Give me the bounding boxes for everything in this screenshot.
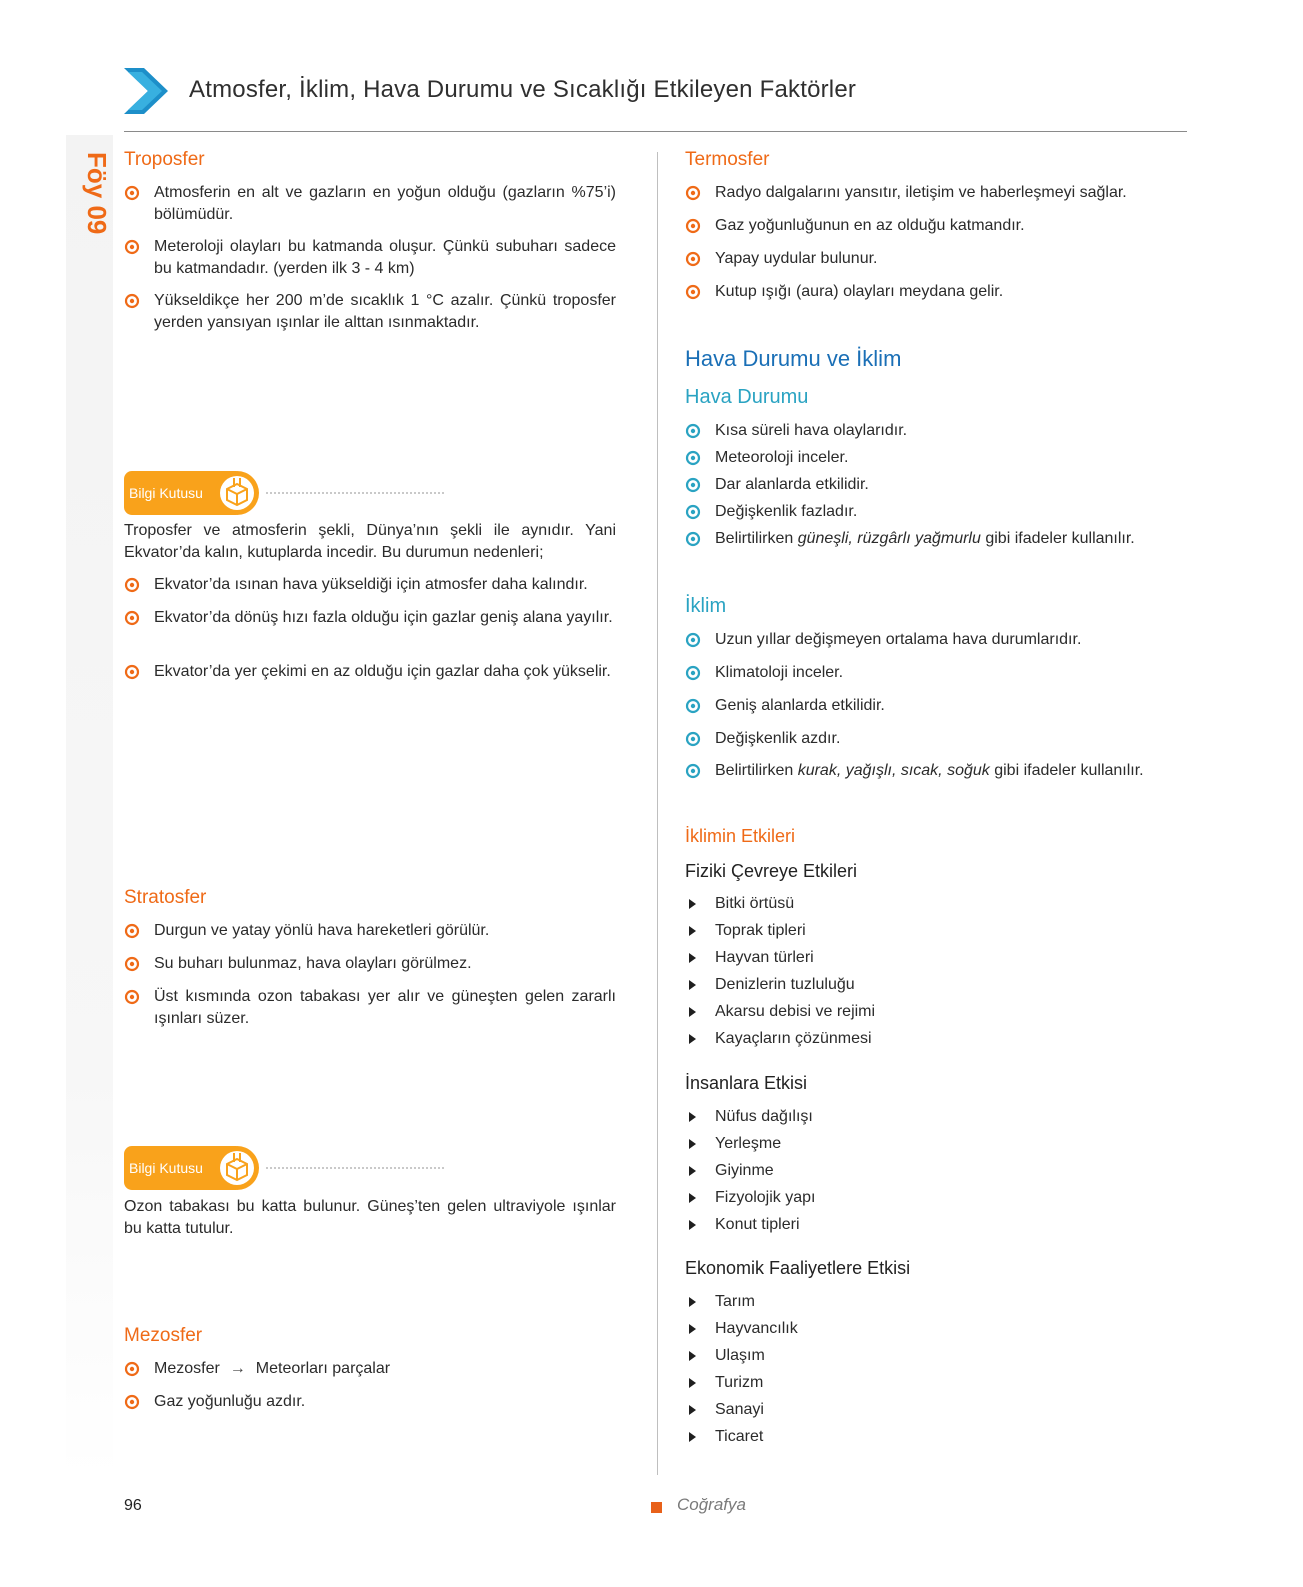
footer-square-icon	[651, 1502, 662, 1513]
info-box-label: Bilgi Kutusu	[129, 485, 203, 501]
triangle-bullet-icon	[689, 1324, 696, 1334]
iklim-etkileri-heading: İklimin Etkileri	[685, 826, 796, 846]
bullet-ring-icon	[685, 698, 701, 714]
fiziki-item-5: Akarsu debisi ve rejimi	[685, 1001, 1187, 1023]
page-number: 96	[124, 1497, 142, 1514]
insan-item-2: Yerleşme	[685, 1133, 1187, 1155]
info-box-header-2	[124, 1145, 454, 1195]
fiziki-item-3: Hayvan türleri	[685, 947, 1187, 969]
column-divider	[657, 152, 658, 1475]
fiziki-item-4: Denizlerin tuzluluğu	[685, 974, 1187, 996]
bullet-ring-icon	[685, 531, 701, 547]
hava-item-2: Meteoroloji inceler.	[685, 447, 1187, 469]
bullet-ring-icon	[685, 477, 701, 493]
iklim-heading: İklim	[685, 595, 727, 617]
termosfer-item-3: Yapay uydular bulunur.	[685, 248, 1187, 270]
book-title: Coğrafya	[677, 1495, 746, 1514]
triangle-bullet-icon	[689, 1297, 696, 1307]
triangle-bullet-icon	[689, 1193, 696, 1203]
chevron-icon	[124, 68, 168, 114]
troposfer-item-2: Meteroloji olayları bu katmanda oluşur. Çünkü subuharı sadece bu katmandadır. (yerden ilk 3 - 4 km)	[124, 236, 616, 280]
stratosfer-item-3: Üst kısmında ozon tabakası yer alır ve güneşten gelen zararlı ışınları süzer.	[124, 986, 616, 1030]
triangle-bullet-icon	[689, 953, 696, 963]
bullet-ring-icon	[124, 923, 140, 939]
hava-item-5: Belirtilirken güneşli, rüzgârlı yağmurlu gibi ifadeler kullanılır.	[685, 528, 1187, 550]
iklim-item-2: Klimatoloji inceler.	[685, 662, 1187, 684]
triangle-bullet-icon	[689, 1166, 696, 1176]
dotted-line	[266, 1167, 444, 1169]
svg-text:Föy 09: Föy 09	[82, 152, 112, 235]
bullet-ring-icon	[685, 731, 701, 747]
bullet-ring-icon	[685, 185, 701, 201]
triangle-bullet-icon	[689, 1432, 696, 1442]
info-box-text-2: Ozon tabakası bu katta bulunur. Güneş’ten gelen ultraviyole ışınlar bu katta tutulur.	[124, 1198, 616, 1237]
triangle-bullet-icon	[689, 1220, 696, 1230]
bullet-ring-icon	[685, 423, 701, 439]
ekonomik-heading: Ekonomik Faaliyetlere Etkisi	[685, 1258, 911, 1278]
info-item-2: Ekvator’da dönüş hızı fazla olduğu için gazlar geniş alana yayılır.	[124, 607, 616, 629]
ekonomik-item-6: Ticaret	[685, 1426, 1187, 1448]
hava-durumu-heading: Hava Durumu	[685, 386, 809, 408]
box-icon	[214, 470, 260, 516]
bullet-ring-icon	[124, 1361, 140, 1377]
bullet-ring-icon	[685, 504, 701, 520]
bullet-ring-icon	[685, 763, 701, 779]
section-tab-label	[68, 150, 112, 260]
triangle-bullet-icon	[689, 1405, 696, 1415]
troposfer-item-3: Yükseldikçe her 200 m’de sıcaklık 1 °C azalır. Çünkü troposfer yerden yansıyan ışınlar ile alttan ısınmaktadır.	[124, 290, 616, 334]
troposfer-heading: Troposfer	[124, 149, 205, 170]
header-divider	[124, 131, 1187, 132]
termosfer-item-2: Gaz yoğunluğunun en az olduğu katmandır.	[685, 215, 1187, 237]
ekonomik-item-2: Hayvancılık	[685, 1318, 1187, 1340]
triangle-bullet-icon	[689, 926, 696, 936]
bullet-ring-icon	[124, 577, 140, 593]
insan-heading: İnsanlara Etkisi	[685, 1073, 808, 1093]
triangle-bullet-icon	[689, 1112, 696, 1122]
bullet-ring-icon	[685, 251, 701, 267]
bullet-ring-icon	[124, 664, 140, 680]
termosfer-item-1: Radyo dalgalarını yansıtır, iletişim ve haberleşmeyi sağlar.	[685, 182, 1187, 204]
ekonomik-item-3: Ulaşım	[685, 1345, 1187, 1367]
fiziki-item-6: Kayaçların çözünmesi	[685, 1028, 1187, 1050]
stratosfer-heading: Stratosfer	[124, 887, 207, 908]
triangle-bullet-icon	[689, 899, 696, 909]
bullet-ring-icon	[124, 610, 140, 626]
stratosfer-item-1: Durgun ve yatay yönlü hava hareketleri görülür.	[124, 920, 616, 942]
ekonomik-item-4: Turizm	[685, 1372, 1187, 1394]
insan-item-4: Fizyolojik yapı	[685, 1187, 1187, 1209]
hava-item-3: Dar alanlarda etkilidir.	[685, 474, 1187, 496]
mezosfer-heading: Mezosfer	[124, 1325, 203, 1346]
stratosfer-item-2: Su buharı bulunmaz, hava olayları görülmez.	[124, 953, 616, 975]
triangle-bullet-icon	[689, 980, 696, 990]
triangle-bullet-icon	[689, 1351, 696, 1361]
fiziki-heading: Fiziki Çevreye Etkileri	[685, 861, 858, 881]
mezosfer-item-1: Mezosfer → Meteorları parçalar	[124, 1358, 616, 1380]
termosfer-item-4: Kutup ışığı (aura) olayları meydana gelir.	[685, 281, 1187, 303]
bullet-ring-icon	[124, 239, 140, 255]
insan-item-3: Giyinme	[685, 1160, 1187, 1182]
bullet-ring-icon	[124, 1394, 140, 1410]
ekonomik-item-1: Tarım	[685, 1291, 1187, 1313]
info-box-header	[124, 470, 454, 520]
fiziki-item-1: Bitki örtüsü	[685, 893, 1187, 915]
insan-item-1: Nüfus dağılışı	[685, 1106, 1187, 1128]
side-band	[66, 135, 113, 1480]
section-heading: Hava Durumu ve İklim	[685, 346, 902, 371]
info-item-3: Ekvator’da yer çekimi en az olduğu için gazlar daha çok yükselir.	[124, 661, 616, 683]
hava-item-1: Kısa süreli hava olaylarıdır.	[685, 420, 1187, 442]
insan-item-5: Konut tipleri	[685, 1214, 1187, 1236]
iklim-item-4: Değişkenlik azdır.	[685, 728, 1187, 750]
info-item-1: Ekvator’da ısınan hava yükseldiği için atmosfer daha kalındır.	[124, 574, 616, 596]
bullet-ring-icon	[124, 989, 140, 1005]
bullet-ring-icon	[124, 956, 140, 972]
box-icon	[214, 1145, 260, 1191]
termosfer-heading: Termosfer	[685, 149, 770, 170]
triangle-bullet-icon	[689, 1034, 696, 1044]
mezosfer-item-2: Gaz yoğunluğu azdır.	[124, 1391, 616, 1413]
triangle-bullet-icon	[689, 1007, 696, 1017]
bullet-ring-icon	[685, 284, 701, 300]
page-title: Atmosfer, İklim, Hava Durumu ve Sıcaklığı Etkileyen Faktörler	[189, 76, 857, 103]
triangle-bullet-icon	[689, 1139, 696, 1149]
arrow-right-icon: →	[229, 1360, 246, 1377]
info-box-label: Bilgi Kutusu	[129, 1160, 203, 1176]
bullet-ring-icon	[685, 218, 701, 234]
bullet-ring-icon	[685, 450, 701, 466]
hava-item-4: Değişkenlik fazladır.	[685, 501, 1187, 523]
triangle-bullet-icon	[689, 1378, 696, 1388]
ekonomik-item-5: Sanayi	[685, 1399, 1187, 1421]
bullet-ring-icon	[124, 293, 140, 309]
bullet-ring-icon	[124, 185, 140, 201]
dotted-line	[266, 492, 444, 494]
fiziki-item-2: Toprak tipleri	[685, 920, 1187, 942]
troposfer-item-1: Atmosferin en alt ve gazların en yoğun olduğu (gazların %75’i) bölümüdür.	[124, 182, 616, 226]
bullet-ring-icon	[685, 632, 701, 648]
bullet-ring-icon	[685, 665, 701, 681]
iklim-item-5: Belirtilirken kurak, yağışlı, sıcak, soğuk gibi ifadeler kullanılır.	[685, 760, 1187, 782]
info-box-text: Troposfer ve atmosferin şekli, Dünya’nın şekli ile aynıdır. Yani Ekvator’da kalın, kutuplarda incedir. Bu durumun nedenleri;	[124, 522, 616, 561]
iklim-item-3: Geniş alanlarda etkilidir.	[685, 695, 1187, 717]
iklim-item-1: Uzun yıllar değişmeyen ortalama hava durumlarıdır.	[685, 629, 1187, 651]
